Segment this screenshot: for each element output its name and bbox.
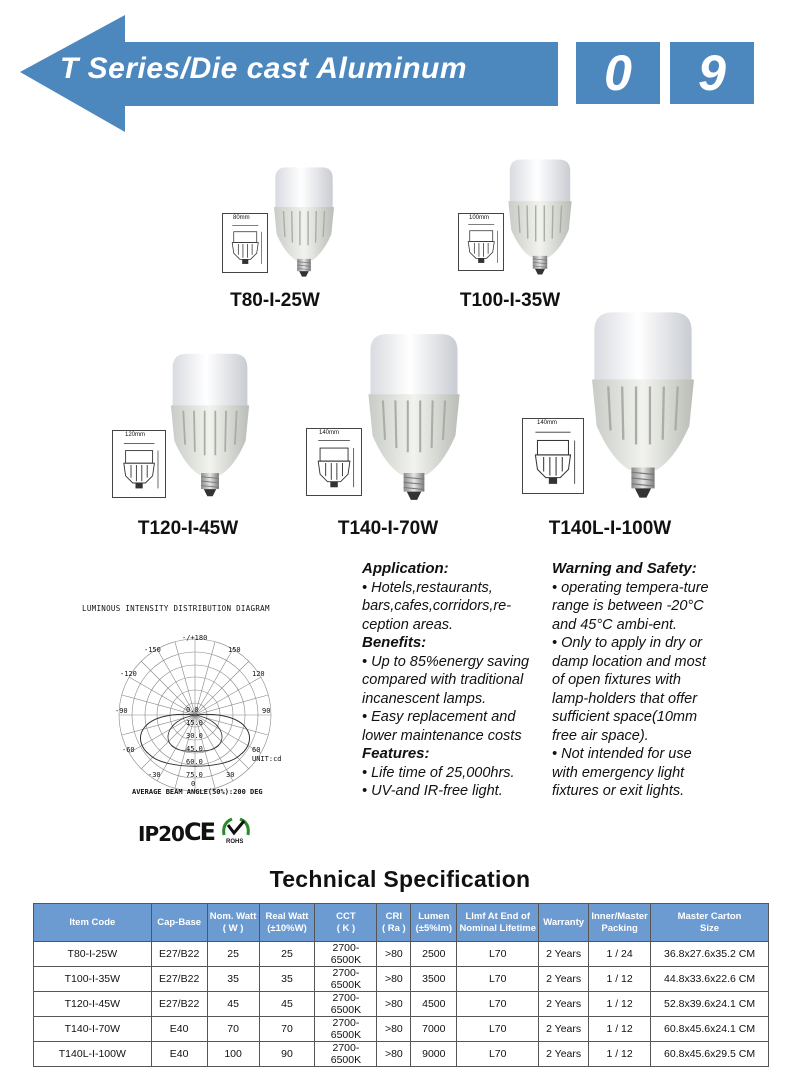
table-cell: 2 Years [539,942,589,967]
table-cell: >80 [377,1042,411,1067]
application-heading: Application: [362,560,449,577]
table-cell: 35 [207,967,259,992]
table-cell: E27/B22 [151,992,207,1017]
table-cell: 45 [259,992,315,1017]
table-cell: E27/B22 [151,967,207,992]
table-cell: 44.8x33.6x22.6 CM [651,967,769,992]
table-cell: 4500 [411,992,457,1017]
spec-header-cell: Cap-Base [151,904,207,942]
features-heading: Features: [362,745,430,762]
table-cell: 70 [207,1017,259,1042]
table-cell: T120-I-45W [34,992,152,1017]
table-cell: >80 [377,967,411,992]
spec-table [33,903,769,1067]
diagram-title: LUMINOUS INTENSITY DISTRIBUTION DIAGRAM [82,604,270,613]
table-cell: 1 / 12 [589,992,651,1017]
table-row [34,992,769,1017]
page-digit-1: 0 [576,42,660,104]
bulb-image [164,352,256,498]
dimension-drawing: 140mm [306,428,362,496]
table-cell: 1 / 12 [589,1042,651,1067]
spec-header-cell: CRI ( Ra ) [377,904,411,942]
benefits-heading: Benefits: [362,634,427,651]
dimension-drawing: 120mm [112,430,166,498]
table-cell: E40 [151,1042,207,1067]
features-item: • UV-and IR-free light. [362,783,503,799]
table-cell: T140-I-70W [34,1017,152,1042]
table-cell: 2 Years [539,1042,589,1067]
table-cell: L70 [457,1017,539,1042]
table-row [34,1017,769,1042]
spec-title: Technical Specification [269,866,531,892]
table-cell: 2 Years [539,1017,589,1042]
product-label: T120-I-45W [137,518,239,539]
table-cell: L70 [457,992,539,1017]
table-cell: 2700-6500K [315,967,377,992]
benefits-item: • Easy replacement and lower maintenance costs [362,709,522,744]
table-cell: 35 [259,967,315,992]
ce-mark: CE [184,818,215,846]
product-label: T140-I-70W [337,518,439,539]
application-column [362,560,540,801]
table-cell: L70 [457,967,539,992]
table-cell: 1 / 12 [589,1017,651,1042]
table-cell: 2700-6500K [315,992,377,1017]
dimension-drawing: 80mm [222,213,268,273]
table-cell: 1 / 24 [589,942,651,967]
table-cell: 60.8x45.6x29.5 CM [651,1042,769,1067]
warning-item: • Only to apply in dry or damp location and most of open fixtures with lamp-holders that offer sufficient space(10mm free air space). [552,635,706,744]
table-cell: T80-I-25W [34,942,152,967]
table-cell: L70 [457,942,539,967]
spec-header-cell: Llmf At End of Nominal Lifetime [457,904,539,942]
table-cell: >80 [377,942,411,967]
warning-heading: Warning and Safety: [552,560,697,577]
dimension-drawing: 140mm [522,418,584,494]
table-cell: E40 [151,1017,207,1042]
bulb-image [584,310,702,500]
table-cell: 2 Years [539,992,589,1017]
ip20-mark: IP20 [138,822,184,846]
page-digit-2: 9 [670,42,754,104]
table-cell: 25 [259,942,315,967]
table-cell: 25 [207,942,259,967]
spec-header-cell: CCT ( K ) [315,904,377,942]
spec-header-cell: Real Watt (±10%W) [259,904,315,942]
spec-header-cell: Item Code [34,904,152,942]
table-cell: 2700-6500K [315,942,377,967]
table-cell: T140L-I-100W [34,1042,152,1067]
bulb-image [502,158,578,276]
table-cell: 100 [207,1042,259,1067]
table-cell: 45 [207,992,259,1017]
features-item: • Life time of 25,000hrs. [362,764,515,781]
product-label: T80-I-25W [230,290,320,311]
product-label: T140L-I-100W [548,518,672,539]
warning-item: • operating tempera-ture range is between -20°C and 45°C ambi-ent. [552,579,709,633]
spec-header-row [34,904,769,942]
product-label: T100-I-35W [459,290,561,311]
bulb-image [268,166,340,278]
table-cell: E27/B22 [151,942,207,967]
application-item: • Hotels,restaurants, bars,cafes,corridors,re-ception areas. [362,579,512,633]
table-cell: 7000 [411,1017,457,1042]
table-cell: 9000 [411,1042,457,1067]
table-cell: 70 [259,1017,315,1042]
benefits-item: • Up to 85%energy saving compared with traditional incanescent lamps. [362,653,530,707]
table-row [34,942,769,967]
spec-header-cell: Inner/Master Packing [589,904,651,942]
rohs-icon: ROHS [218,815,254,851]
table-cell: 90 [259,1042,315,1067]
table-cell: L70 [457,1042,539,1067]
page-title: T Series/Die cast Aluminum [60,52,468,85]
table-cell: 3500 [411,967,457,992]
table-cell: 2 Years [539,967,589,992]
table-cell: 60.8x45.6x24.1 CM [651,1017,769,1042]
dimension-drawing: 100mm [458,213,504,271]
table-row [34,967,769,992]
table-cell: >80 [377,992,411,1017]
table-cell: T100-I-35W [34,967,152,992]
bulb-image [360,332,468,502]
table-cell: 2700-6500K [315,1017,377,1042]
warning-item: • Not intended for use with emergency light fixtures or exit lights. [552,746,692,799]
table-cell: 52.8x39.6x24.1 CM [651,992,769,1017]
warning-column [552,560,716,801]
table-cell: 2700-6500K [315,1042,377,1067]
table-cell: >80 [377,1017,411,1042]
table-cell: 36.8x27.6x35.2 CM [651,942,769,967]
spec-header-cell: Warranty [539,904,589,942]
spec-header-cell: Nom. Watt ( W ) [207,904,259,942]
spec-header-cell: Lumen (±5%lm) [411,904,457,942]
table-cell: 1 / 12 [589,967,651,992]
table-row [34,1042,769,1067]
spec-header-cell: Master Carton Size [651,904,769,942]
table-cell: 2500 [411,942,457,967]
